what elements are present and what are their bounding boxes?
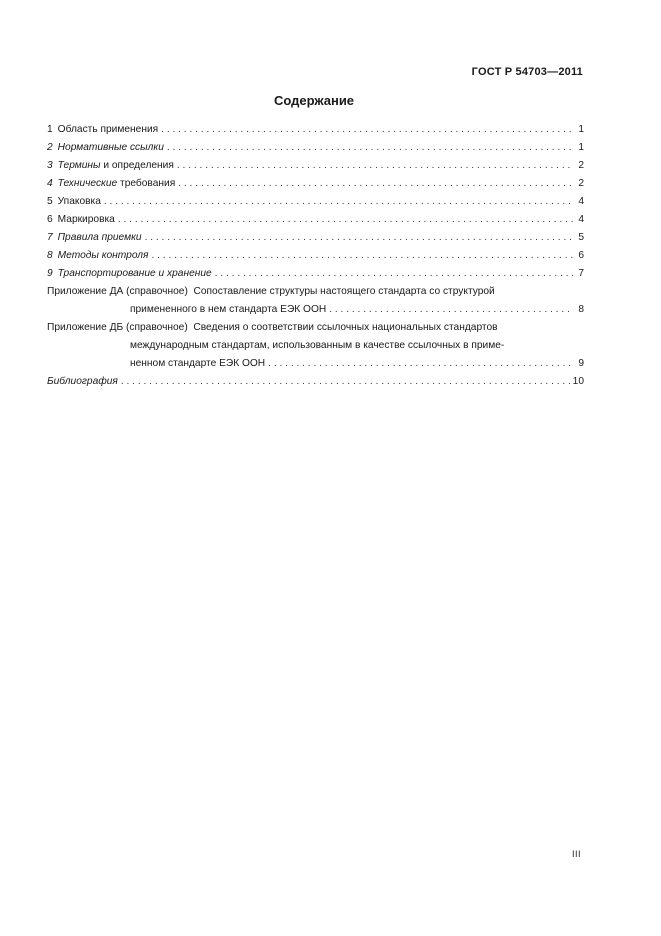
toc-page-number: 5 xyxy=(578,232,584,243)
appendix-title-line: ненном стандарте ЕЭК ООН xyxy=(130,358,266,369)
appendix-first-line xyxy=(47,319,584,337)
toc-bibliography[interactable] xyxy=(47,373,584,391)
toc-entry-title: Библиография xyxy=(47,376,118,387)
toc-page-number: 4 xyxy=(578,214,584,225)
dot-leader xyxy=(177,157,573,175)
dot-leader xyxy=(329,301,573,319)
dot-leader xyxy=(178,175,573,193)
appendix-title-line: Сопоставление структуры настоящего стандарта со структурой xyxy=(193,286,495,297)
toc-entry[interactable] xyxy=(47,175,584,193)
toc-entry-number: 5 xyxy=(47,196,53,207)
toc-entry-number: 8 xyxy=(47,250,53,261)
toc-title: Содержание xyxy=(273,93,355,108)
toc-page-number: 6 xyxy=(578,250,584,261)
toc-page-number: 4 xyxy=(578,196,584,207)
toc-page-number: 2 xyxy=(578,160,584,171)
dot-leader xyxy=(145,229,573,247)
dot-leader xyxy=(161,121,573,139)
toc-page-number: 2 xyxy=(578,178,584,189)
toc-page-number: 9 xyxy=(578,358,584,369)
toc-entry-text: Транспортирование и хранение xyxy=(57,268,212,279)
toc-entry[interactable] xyxy=(47,157,584,175)
toc-entry-text: Маркировка xyxy=(57,214,115,225)
toc-appendix-db[interactable] xyxy=(47,319,584,373)
toc-entry-text: Технические xyxy=(57,178,118,189)
toc-entry-title xyxy=(47,229,142,247)
toc-entry[interactable] xyxy=(47,247,584,265)
toc-entry-text: Область применения xyxy=(57,124,159,135)
toc-appendix-da[interactable] xyxy=(47,283,584,319)
appendix-last-line xyxy=(47,301,584,319)
toc-page-number: 10 xyxy=(572,376,584,387)
dot-leader xyxy=(215,265,573,283)
toc-entry-title xyxy=(47,265,212,283)
toc-page-number: 8 xyxy=(578,304,584,315)
toc-entry-title xyxy=(47,175,175,193)
standard-code: ГОСТ Р 54703—2011 xyxy=(471,66,583,78)
appendix-title-line: Сведения о соответствии ссылочных национальных стандартов xyxy=(193,322,498,333)
appendix-first-line xyxy=(47,283,584,301)
toc-entry-text: и определения xyxy=(100,160,174,171)
toc-entry-number: 2 xyxy=(47,142,53,153)
toc-entry-number: 3 xyxy=(47,160,53,171)
toc-entry-number: 1 xyxy=(47,124,53,135)
dot-leader xyxy=(151,247,573,265)
toc-entry-text: Нормативные ссылки xyxy=(57,142,164,153)
toc-entry-text: Упаковка xyxy=(57,196,101,207)
dot-leader xyxy=(118,211,573,229)
toc-entry-text: Методы контроля xyxy=(57,250,149,261)
toc-entry-number: 9 xyxy=(47,268,53,279)
toc-page-number: 1 xyxy=(578,124,584,135)
toc-entry-title xyxy=(47,211,115,229)
toc-entry-number: 7 xyxy=(47,232,53,243)
toc-page-number: 7 xyxy=(578,268,584,279)
toc-page-number: 1 xyxy=(578,142,584,153)
toc-entry-text: Правила приемки xyxy=(57,232,142,243)
appendix-label: Приложение ДБ (справочное) xyxy=(47,322,188,333)
toc-entry[interactable] xyxy=(47,121,584,139)
toc-entry[interactable] xyxy=(47,193,584,211)
toc-entry-title xyxy=(47,139,164,157)
toc-entry[interactable] xyxy=(47,211,584,229)
dot-leader xyxy=(121,373,570,391)
dot-leader xyxy=(104,193,573,211)
toc-entry-title xyxy=(47,247,148,265)
toc-entry-number: 6 xyxy=(47,214,53,225)
toc-entries xyxy=(47,121,584,283)
toc-entry[interactable] xyxy=(47,265,584,283)
toc-entry-text: требования xyxy=(117,178,176,189)
appendix-last-line xyxy=(47,355,584,373)
appendix-title-line: международным стандартам, использованным в качестве ссылочных в приме- xyxy=(130,340,505,351)
toc-entry[interactable] xyxy=(47,229,584,247)
page-number: III xyxy=(571,849,581,859)
dot-leader xyxy=(268,355,573,373)
toc-entry[interactable] xyxy=(47,139,584,157)
toc-entry-title xyxy=(47,193,101,211)
table-of-contents xyxy=(47,121,584,391)
toc-entry-title xyxy=(47,121,158,139)
toc-entry-number: 4 xyxy=(47,178,53,189)
toc-entry-title xyxy=(47,157,174,175)
appendix-label: Приложение ДА (справочное) xyxy=(47,286,188,297)
toc-entry-text: Термины xyxy=(57,160,101,171)
appendix-title-line: примененного в нем стандарта ЕЭК ООН xyxy=(130,304,327,315)
dot-leader xyxy=(167,139,573,157)
